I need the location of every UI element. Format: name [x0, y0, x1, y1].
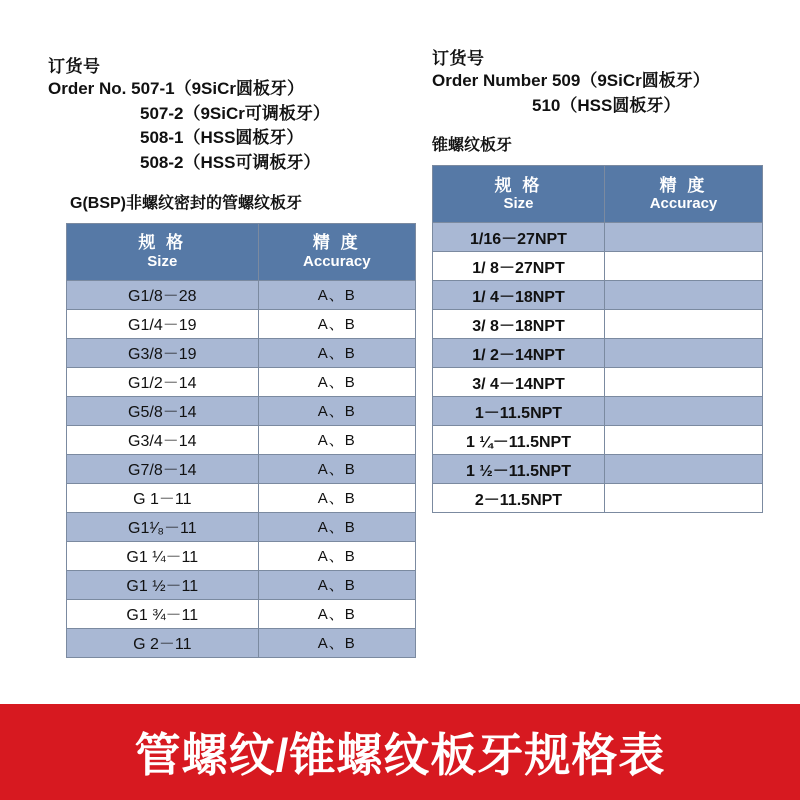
- table-row: [433, 223, 763, 252]
- cell-size: G1/8－28: [67, 280, 259, 309]
- table-row: [67, 309, 416, 338]
- header-size-cn: 规 格: [494, 175, 543, 195]
- cell-accuracy: A、B: [258, 367, 415, 396]
- header-size-cn: 规 格: [138, 233, 187, 253]
- table-row: [67, 512, 416, 541]
- header-accuracy-en: Accuracy: [649, 195, 718, 213]
- cell-size: 1 ¼－11.5NPT: [433, 426, 605, 455]
- bottom-banner: [0, 704, 800, 800]
- cell-accuracy: A、B: [258, 512, 415, 541]
- right-order-label: 订货号: [432, 49, 485, 68]
- cell-size: G 1－11: [67, 483, 259, 512]
- left-section-title: G(BSP)非螺纹密封的管螺纹板牙: [70, 194, 303, 212]
- header-size-en: Size: [147, 252, 178, 270]
- table-row: [433, 397, 763, 426]
- table-row: [433, 252, 763, 281]
- cell-accuracy: A、B: [258, 338, 415, 367]
- cell-accuracy: [605, 281, 763, 310]
- cell-accuracy: A、B: [258, 628, 415, 657]
- table-row: [67, 367, 416, 396]
- table-row: [67, 454, 416, 483]
- table-row: [67, 570, 416, 599]
- right-spec-table: [432, 165, 763, 513]
- cell-accuracy: [605, 426, 763, 455]
- cell-size: G5/8－14: [67, 396, 259, 425]
- header-size-en: Size: [503, 195, 534, 213]
- right-order-line-1: Order Number 509（9SiCr圆板牙）: [432, 71, 710, 90]
- table-row: [67, 280, 416, 309]
- cell-size: 1－11.5NPT: [433, 397, 605, 426]
- cell-accuracy: [605, 484, 763, 513]
- table-row: [67, 483, 416, 512]
- cell-size: G7/8－14: [67, 454, 259, 483]
- cell-accuracy: [605, 397, 763, 426]
- left-column: [48, 52, 398, 658]
- table-row: [433, 281, 763, 310]
- table-header-row: [433, 166, 763, 223]
- cell-size: 1/16－27NPT: [433, 223, 605, 252]
- left-order-label: 订货号: [48, 57, 101, 76]
- cell-size: G3/4－14: [67, 425, 259, 454]
- cell-size: G1 ¼－11: [67, 541, 259, 570]
- cell-size: 3/ 8－18NPT: [433, 310, 605, 339]
- cell-accuracy: [605, 368, 763, 397]
- header-cell-size: [433, 166, 605, 223]
- cell-size: 2－11.5NPT: [433, 484, 605, 513]
- cell-accuracy: A、B: [258, 483, 415, 512]
- header-accuracy-en: Accuracy: [303, 252, 371, 270]
- table-row: [67, 396, 416, 425]
- header-cell-accuracy: [258, 223, 415, 280]
- right-order-line-2: 510（HSS圆板牙）: [532, 95, 681, 115]
- cell-size: 3/ 4－14NPT: [433, 368, 605, 397]
- header-cell-accuracy: [605, 166, 763, 223]
- cell-accuracy: A、B: [258, 599, 415, 628]
- left-spec-table: [66, 223, 416, 658]
- cell-size: G 2－11: [67, 628, 259, 657]
- left-order-line-3: 508-1（HSS圆板牙）: [140, 128, 304, 148]
- cell-accuracy: [605, 455, 763, 484]
- cell-accuracy: A、B: [258, 309, 415, 338]
- table-header-row: [67, 223, 416, 280]
- cell-accuracy: [605, 252, 763, 281]
- cell-accuracy: A、B: [258, 280, 415, 309]
- table-row: [433, 484, 763, 513]
- cell-size: 1/ 4－18NPT: [433, 281, 605, 310]
- cell-size: G1/4－19: [67, 309, 259, 338]
- cell-accuracy: A、B: [258, 396, 415, 425]
- table-row: [67, 541, 416, 570]
- table-row: [67, 628, 416, 657]
- cell-accuracy: [605, 223, 763, 252]
- table-row: [67, 338, 416, 367]
- header-cell-size: [67, 223, 259, 280]
- table-row: [433, 455, 763, 484]
- right-column: [432, 44, 762, 513]
- header-accuracy-cn: 精 度: [312, 233, 361, 253]
- left-order-line-1: Order No. 507-1（9SiCr圆板牙）: [48, 79, 305, 98]
- cell-size: G1 ½－11: [67, 570, 259, 599]
- right-section-title: 锥螺纹板牙: [432, 137, 513, 155]
- banner-title: 管螺纹/锥螺纹板牙规格表: [134, 729, 666, 781]
- cell-size: 1 ½－11.5NPT: [433, 455, 605, 484]
- left-order-line-4: 508-2（HSS可调板牙）: [140, 152, 321, 172]
- cell-accuracy: [605, 310, 763, 339]
- cell-size: 1/ 2－14NPT: [433, 339, 605, 368]
- header-accuracy-cn: 精 度: [659, 175, 708, 195]
- cell-accuracy: A、B: [258, 454, 415, 483]
- cell-accuracy: [605, 339, 763, 368]
- cell-size: G3/8－19: [67, 338, 259, 367]
- left-order-line-2: 507-2（9SiCr可调板牙）: [140, 103, 330, 123]
- table-row: [433, 426, 763, 455]
- cell-size: G1/2－14: [67, 367, 259, 396]
- cell-size: G1 ¾－11: [67, 599, 259, 628]
- cell-accuracy: A、B: [258, 570, 415, 599]
- cell-size: G1¹⁄₈－11: [67, 512, 259, 541]
- table-row: [433, 339, 763, 368]
- table-row: [433, 368, 763, 397]
- cell-size: 1/ 8－27NPT: [433, 252, 605, 281]
- table-row: [67, 599, 416, 628]
- table-row: [67, 425, 416, 454]
- cell-accuracy: A、B: [258, 541, 415, 570]
- cell-accuracy: A、B: [258, 425, 415, 454]
- table-row: [433, 310, 763, 339]
